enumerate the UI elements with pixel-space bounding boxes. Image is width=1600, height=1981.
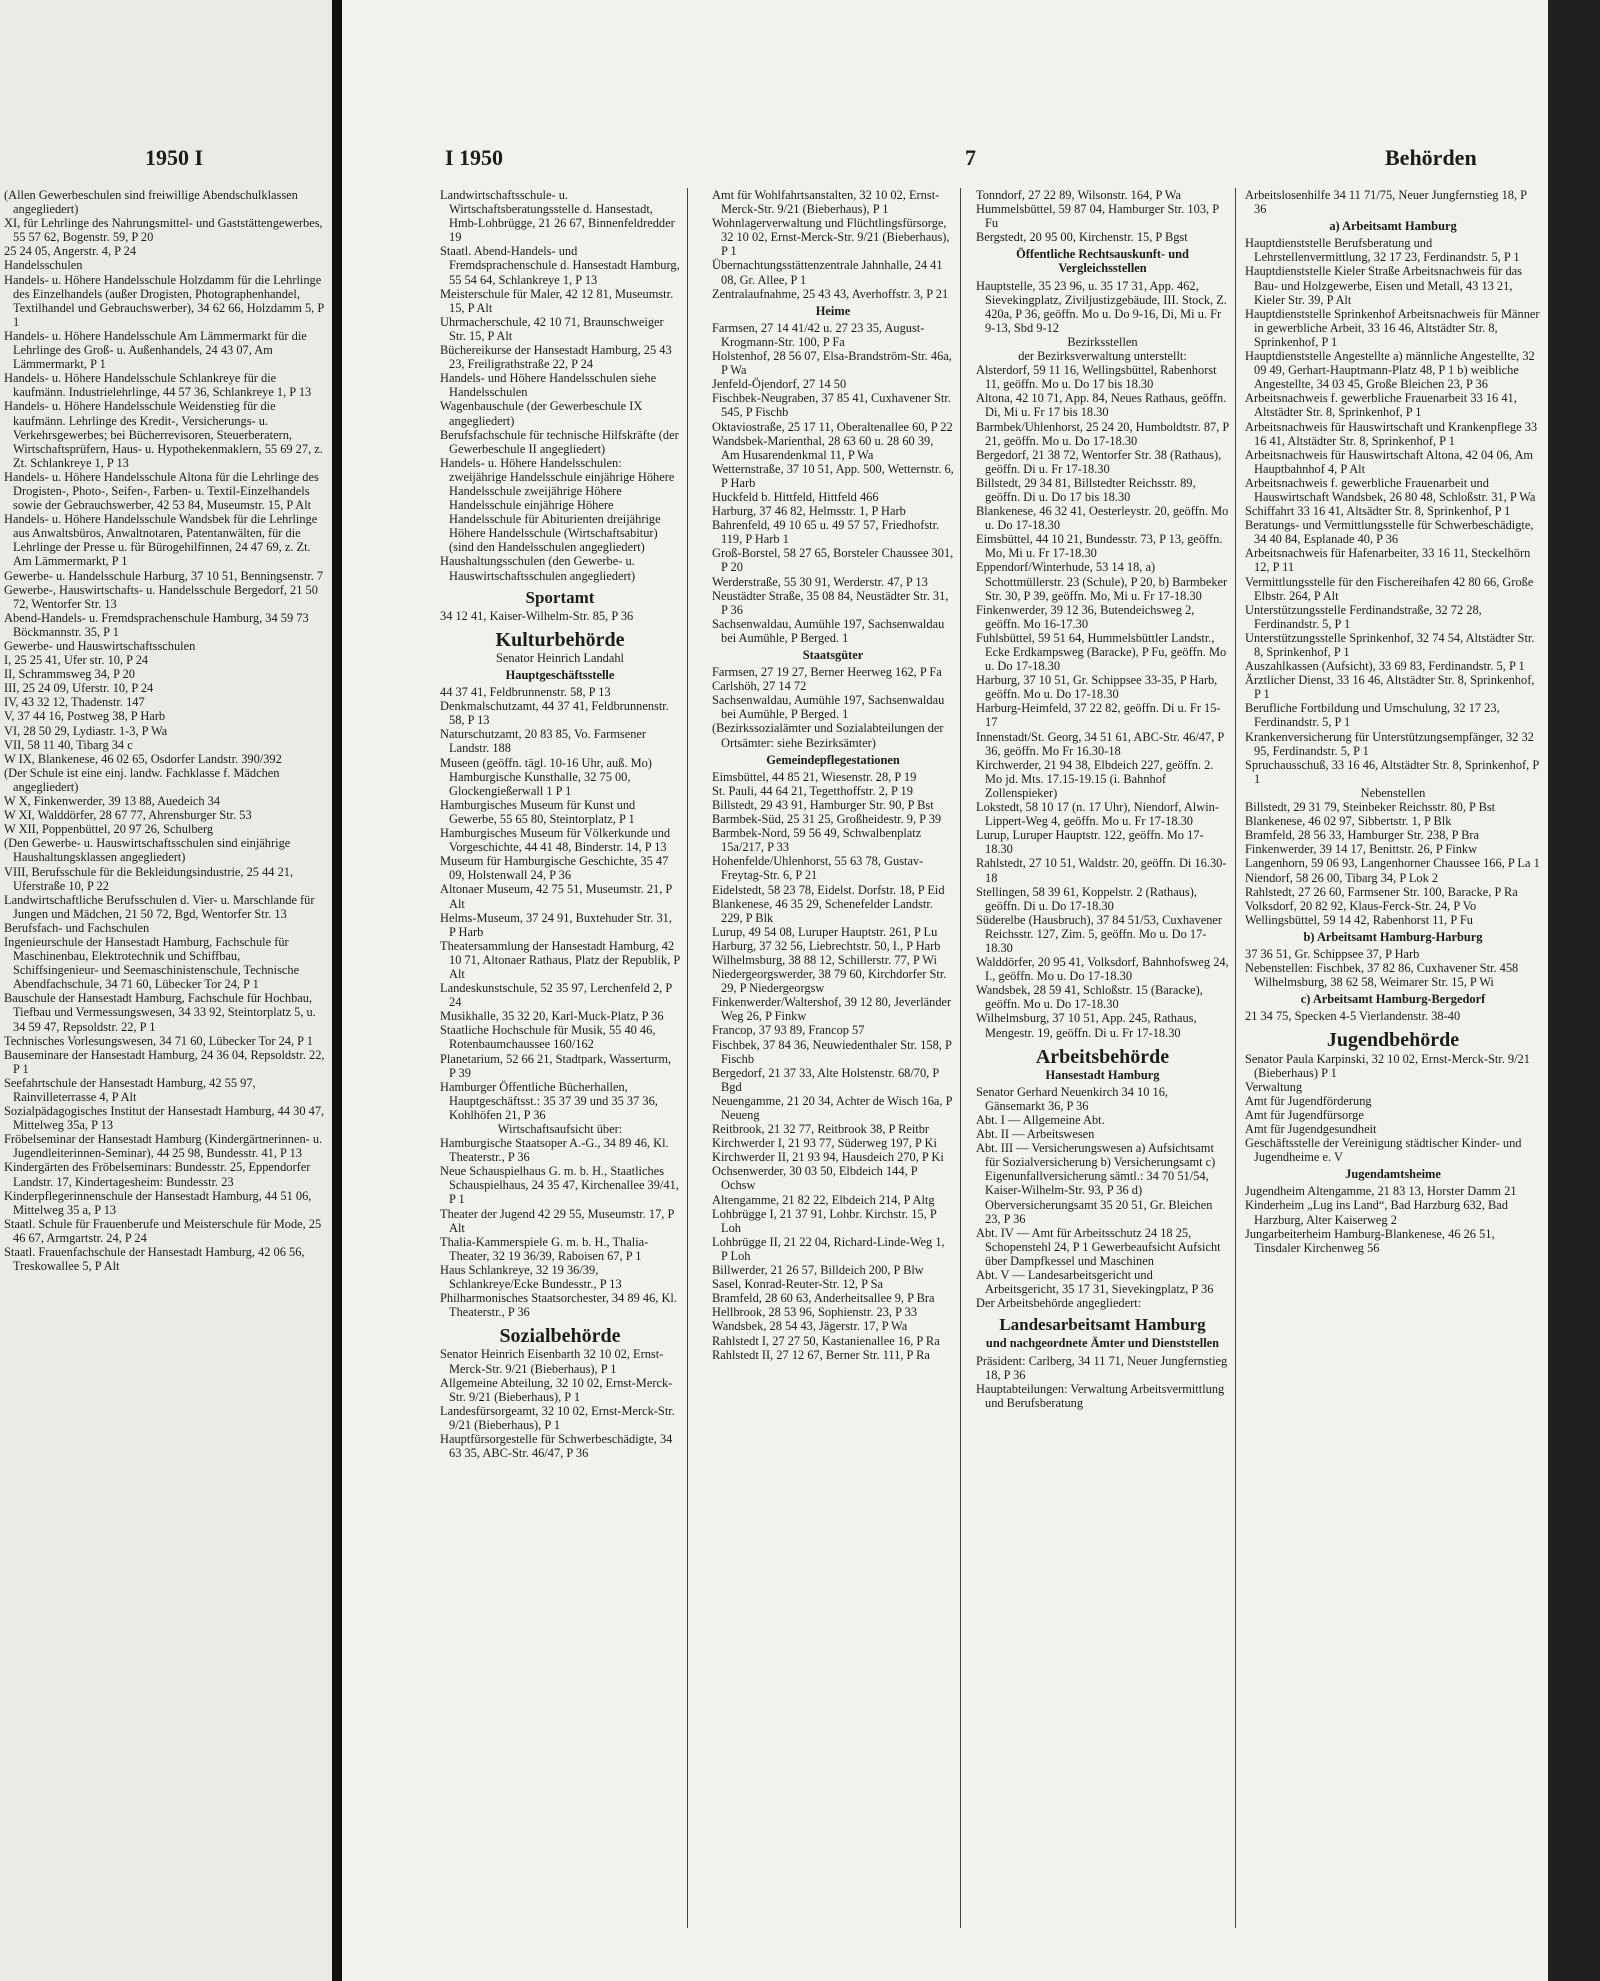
entry: Gewerbe-, Hauswirtschafts- u. Handelsschule Bergedorf, 21 50 72, Wentorfer Str. 13 <box>4 582 318 611</box>
entry: (Den Gewerbe- u. Hauswirtschaftsschulen sind einjährige Haushaltungsklassen angegliedert) <box>4 836 291 865</box>
entry: Museen (geöffn. tägl. 10-16 Uhr, auß. Mo) Hamburgische Kunsthalle, 32 75 00, Glockengießerwall 1 P 1 <box>440 755 652 798</box>
entry: Farmsen, 27 19 27, Berner Heerweg 162, P Fa <box>712 665 942 680</box>
entry: Bergedorf, 21 37 33, Alte Holstenstr. 68/70, P Bgd <box>712 1065 939 1094</box>
entry: Sachsenwaldau, Aumühle 197, Sachsenwaldau bei Aumühle, P Berged. 1 <box>712 693 945 722</box>
entry: Krankenversicherung für Unterstützungsempfänger, 32 32 95, Ferdinandstr. 5, P 1 <box>1245 729 1534 758</box>
entry: Amt für Jugendgesundheit <box>1245 1122 1377 1136</box>
column-left-page <box>4 188 326 1948</box>
section-heading: Landesarbeitsamt Hamburg <box>999 1315 1206 1335</box>
entry: Auszahlkassen (Aufsicht), 33 69 83, Ferdinandstr. 5, P 1 <box>1245 659 1525 674</box>
page-header-year: I 1950 <box>445 145 504 170</box>
entry: (Bezirkssozialämter und Sozialabteilungen der Ortsämter: siehe Bezirksämter) <box>712 721 944 750</box>
entry: Handels- u. Höhere Handelsschule Am Lämmermarkt für die Lehrlinge des Groß- u. Außenhandels, 24 43 07, Am Lämmermarkt, P 1 <box>4 328 307 372</box>
entry: Ärztlicher Dienst, 33 16 46, Altstädter Str. 8, Sprinkenhof, P 1 <box>1245 673 1535 702</box>
entry: Hamburgisches Museum für Kunst und Gewerbe, 55 65 80, Steintorplatz, P 1 <box>440 797 636 826</box>
entry: Wandsbek, 28 54 43, Jägerstr. 17, P Wa <box>712 1319 908 1334</box>
entry: Berufsfach- und Fachschulen <box>4 920 150 935</box>
entry: Francop, 37 93 89, Francop 57 <box>712 1023 865 1038</box>
entry: Kirchwerder I, 21 93 77, Süderweg 197, P Ki <box>712 1136 937 1151</box>
entry: Wandsbek, 28 59 41, Schloßstr. 15 (Baracke), geöffn. Mo u. Do 17-18.30 <box>976 983 1203 1012</box>
page-number: 7 <box>965 145 976 170</box>
entry: Übernachtungsstättenzentrale Jahnhalle, 24 41 08, Gr. Allee, P 1 <box>712 258 943 287</box>
subheading: b) Arbeitsamt Hamburg-Harburg <box>1303 929 1483 944</box>
entry: V, 37 44 16, Postweg 38, P Harb <box>4 709 166 724</box>
entry: Niedergeorgswerder, 38 79 60, Kirchdorfer Str. 29, P Niedergeorgsw <box>712 967 947 996</box>
entry: Technisches Vorlesungswesen, 34 71 60, Lübecker Tor 24, P 1 <box>4 1033 313 1048</box>
entry: (Allen Gewerbeschulen sind freiwillige Abendschulklassen angegliedert) <box>4 188 298 217</box>
entry: Barmbek/Uhlenhorst, 25 24 20, Humboldtstr. 87, P 21, geöffn. Mo u. Do 17-18.30 <box>976 419 1229 448</box>
entry: Lurup, Luruper Hauptstr. 122, geöffn. Mo 17-18.30 <box>976 828 1204 857</box>
entry: Lohbrügge I, 21 37 91, Lohbr. Kirchstr. 15, P Loh <box>712 1206 937 1235</box>
section-title: Behörden <box>1385 145 1477 170</box>
entry: Blankenese, 46 35 29, Schenefelder Landstr. 229, P Blk <box>712 896 933 925</box>
entry: Wellingsbüttel, 59 14 42, Rabenhorst 11, P Fu <box>1245 912 1473 927</box>
entry: Sasel, Konrad-Reuter-Str. 12, P Sa <box>712 1277 884 1292</box>
entry: Senator Heinrich Eisenbarth 32 10 02, Ernst-Merck-Str. 9/21 (Bieberhaus), P 1 <box>440 1347 664 1376</box>
entry: Wilhelmsburg, 38 88 12, Schillerstr. 77, P Wi <box>712 952 937 967</box>
entry: Abt. V — Landesarbeitsgericht und Arbeitsgericht, 35 17 31, Sievekingplatz, P 36 <box>976 1268 1214 1297</box>
entry: Neuengamme, 21 20 34, Achter de Wisch 16a, P Neueng <box>712 1093 953 1122</box>
entry: Innenstadt/St. Georg, 34 51 61, ABC-Str. 46/47, P 36, geöffn. Mo Fr 16.30-18 <box>976 729 1224 758</box>
entry: Abt. IV — Amt für Arbeitsschutz 24 18 25, Schopenstehl 24, P 1 Gewerbeaufsicht Aufsicht über Dampfkessel und Maschinen <box>976 1225 1221 1268</box>
column-3 <box>976 188 1229 1948</box>
entry: Arbeitsnachweis für Hauswirtschaft und Krankenpflege 33 16 41, Altstädter Str. 8, Sprinkenhof, P 1 <box>1245 419 1538 448</box>
book-spine <box>332 0 342 1981</box>
subheading: Staatsgüter <box>802 648 864 662</box>
entry: Handels- u. Höhere Handelsschulen: zweijährige Handelsschule einjährige Höhere Handelsschule zweijährige Höhere Handelsschule einjährige Höhere Handelsschule für Abiturienten dreijährige Höhere Handelsschule (Wirtschaftsabitur) (sind den Handelsschulen angegliedert) <box>440 455 675 555</box>
entry: Niendorf, 58 26 00, Tibarg 34, P Lok 2 <box>1245 870 1439 885</box>
entry: Rahlstedt II, 27 12 67, Berner Str. 111, P Ra <box>712 1347 930 1362</box>
entry: Harburg-Heimfeld, 37 22 82, geöffn. Di u. Fr 15-17 <box>976 701 1221 730</box>
entry: Tonndorf, 27 22 89, Wilsonstr. 164, P Wa <box>976 188 1181 202</box>
subheading: Öffentliche Rechtsauskunft- und Vergleichsstellen <box>1016 247 1189 276</box>
entry: Museum für Hamburgische Geschichte, 35 47 09, Holstenwall 24, P 36 <box>440 854 669 883</box>
entry: Arbeitsnachweis für Hafenarbeiter, 33 16 11, Steckelhörn 12, P 11 <box>1245 546 1531 575</box>
centered-line: Senator Heinrich Landahl <box>496 650 624 665</box>
entry: Bahrenfeld, 49 10 65 u. 49 57 57, Friedhofstr. 119, P Harb 1 <box>712 518 940 547</box>
entry: Eppendorf/Winterhude, 53 14 18, a) Schottmüllerstr. 23 (Schule), P 20, b) Barmbeker Str. 30, P 39, geöffn. Mo, Mi u. Fr 17-18.30 <box>976 560 1228 603</box>
entry: W X, Finkenwerder, 39 13 88, Auedeich 34 <box>4 794 221 809</box>
entry: Schiffahrt 33 16 41, Altsädter Str. 8, Sprinkenhof, P 1 <box>1245 504 1511 519</box>
entry: Gewerbe- u. Handelsschule Harburg, 37 10 51, Benningsenstr. 7 <box>4 568 324 583</box>
entry: 37 36 51, Gr. Schippsee 37, P Harb <box>1245 946 1420 961</box>
entry: Planetarium, 52 66 21, Stadtpark, Wasserturm, P 39 <box>440 1051 672 1080</box>
subheading: a) Arbeitsamt Hamburg <box>1329 219 1457 234</box>
entry: Bauseminare der Hansestadt Hamburg, 24 36 04, Repsoldstr. 22, P 1 <box>4 1047 325 1076</box>
entry: Senator Gerhard Neuenkirch 34 10 16, Gänsemarkt 36, P 36 <box>976 1084 1168 1113</box>
entry: Jugendheim Altengamme, 21 83 13, Horster Damm 21 <box>1245 1184 1517 1199</box>
entry: St. Pauli, 44 64 21, Tegetthoffstr. 2, P 19 <box>712 783 913 798</box>
entry: Hauptdienststelle Berufsberatung und Lehrstellenvermittlung, 32 17 23, Ferdinandstr. 5, P 1 <box>1245 236 1520 265</box>
entry: Nebenstellen: Fischbek, 37 82 86, Cuxhavener Str. 458 Wilhelmsburg, 38 62 58, Weimarer Str. 15, P Wi <box>1245 961 1519 990</box>
entry: Zentralaufnahme, 25 43 43, Averhoffstr. 3, P 21 <box>712 286 949 301</box>
entry: Berufsfachschule für technische Hilfskräfte (der Gewerbeschule II angegliedert) <box>440 427 679 456</box>
entry: Der Arbeitsbehörde angegliedert: <box>976 1296 1142 1311</box>
entry: Fuhlsbüttel, 59 51 64, Hummelsbüttler Landstr., Ecke Erdkampsweg (Baracke), P Fu, geöffn. Mo u. Do 17-18.30 <box>976 630 1227 674</box>
entry: VI, 28 50 29, Lydiastr. 1-3, P Wa <box>4 723 168 738</box>
entry: Sozialpädagogisches Institut der Hansestadt Hamburg, 44 30 47, Mittelweg 35a, P 13 <box>4 1104 325 1133</box>
entry: Hamburgische Staatsoper A.-G., 34 89 46, Kl. Theaterstr., P 36 <box>440 1136 669 1165</box>
entry: Staatl. Frauenfachschule der Hansestadt Hamburg, 42 06 56, Treskowallee 5, P Alt <box>4 1245 305 1274</box>
entry: Finkenwerder/Waltershof, 39 12 80, Jeverländer Weg 26, P Finkw <box>712 995 952 1024</box>
column-rule <box>960 188 961 1928</box>
entry: Handels- u. Höhere Handelsschule Weidenstieg für die kaufmänn. Lehrlinge des Kredit-, Versicherungs- u. Verkehrsgewerbes; bei Bücherrevisoren, Steuerberatern, Wirtschaftsprüfern, Haus- u. Hypothekenmaklern, 55 69 27, z. Zt. Schlankreye 1, P 13 <box>4 399 323 470</box>
entry: Arbeitsnachweis f. gewerbliche Frauenarbeit und Hauswirtschaft Wandsbek, 26 80 48, Schloßstr. 31, P Wa <box>1245 475 1536 504</box>
entry: Groß-Borstel, 58 27 65, Borsteler Chaussee 301, P 20 <box>712 546 954 575</box>
entry: W IX, Blankenese, 46 02 65, Osdorfer Landstr. 390/392 <box>4 751 282 766</box>
entry: Präsident: Carlberg, 34 11 71, Neuer Jungfernstieg 18, P 36 <box>976 1353 1228 1382</box>
entry: Rahlstedt, 27 26 60, Farmsener Str. 100, Baracke, P Ra <box>1245 884 1518 899</box>
entry: Staatliche Hochschule für Musik, 55 40 46, Rotenbaumchaussee 160/162 <box>440 1023 656 1052</box>
entry: Berufliche Fortbildung und Umschulung, 32 17 23, Ferdinandstr. 5, P 1 <box>1245 701 1500 730</box>
entry: Billwerder, 21 26 57, Billdeich 200, P Blw <box>712 1263 924 1278</box>
authority-heading: Arbeitsbehörde <box>1035 1045 1170 1068</box>
entry: Lurup, 49 54 08, Luruper Hauptstr. 261, P Lu <box>712 924 938 939</box>
entry: Arbeitsnachweis f. gewerbliche Frauenarbeit 33 16 41, Altstädter Str. 8, Sprinkenhof, P 1 <box>1245 391 1517 420</box>
entry: Verwaltung <box>1245 1079 1303 1094</box>
entry: Thalia-Kammerspiele G. m. b. H., Thalia-Theater, 32 19 36/39, Raboisen 67, P 1 <box>440 1234 649 1263</box>
entry: Barmbek-Nord, 59 56 49, Schwalbenplatz 15a/217, P 33 <box>712 826 922 855</box>
entry: Abt. III — Versicherungswesen a) Aufsichtsamt für Sozialversicherung b) Versicherungsamt c) Eigenunfallversicherung sämtl.: 34 70 51/54, Kaiser-Wilhelm-Str. 93, P 36 d) Oberversicherungsamt 35 20 51, Gr. Bleichen 23, P 36 <box>976 1141 1216 1226</box>
entry: Billstedt, 29 43 91, Hamburger Str. 90, P Bst <box>712 797 934 812</box>
entry: Fröbelseminar der Hansestadt Hamburg (Kindergärtnerinnen- u. Jugendleiterinnen-Seminar), 44 25 98, Bundesstr. 41, P 13 <box>4 1132 323 1161</box>
entry: Kirchwerder, 21 94 38, Elbdeich 227, geöffn. 2. Mo jd. Mts. 17.15-19.15 (i. Bahnhof Zollenspieker) <box>976 757 1214 800</box>
entry: IV, 43 32 12, Thadenstr. 147 <box>4 695 145 710</box>
entry: Abt. II — Arbeitswesen <box>976 1127 1095 1142</box>
entry: Lohbrügge II, 21 22 04, Richard-Linde-Weg 1, P Loh <box>712 1234 945 1263</box>
entry: Hellbrook, 28 53 96, Sophienstr. 23, P 33 <box>712 1305 918 1320</box>
entry: Handels- und Höhere Handelsschulen siehe Handelsschulen <box>440 371 657 400</box>
entry: Wandsbek-Marienthal, 28 63 60 u. 28 60 39, Am Husarendenkmal 11, P Wa <box>712 433 934 462</box>
entry: Landeskunstschule, 52 35 97, Lerchenfeld 2, P 24 <box>440 981 672 1010</box>
entry: (Der Schule ist eine einj. landw. Fachklasse f. Mädchen angegliedert) <box>4 765 280 794</box>
entry: Hauptdienststelle Kieler Straße Arbeitsnachweis für das Bau- und Holzgewerbe, Eisen und Metall, 43 13 21, Kieler Str. 39, P Alt <box>1245 264 1522 307</box>
entry: VIII, Berufsschule für die Bekleidungsindustrie, 25 44 21, Uferstraße 10, P 22 <box>4 864 294 893</box>
subheading: Hauptgeschäftsstelle <box>505 668 615 682</box>
entry: Walddörfer, 20 95 41, Volksdorf, Bahnhofsweg 24, I., geöffn. Mo u. Do 17-18.30 <box>976 955 1229 984</box>
entry: Stellingen, 58 39 61, Koppelstr. 2 (Rathaus), geöffn. Di u. Do 17-18.30 <box>976 884 1197 913</box>
entry: Rahlstedt I, 27 27 50, Kastanienallee 16, P Ra <box>712 1333 940 1348</box>
entry: Wilhelmsburg, 37 10 51, App. 245, Rathaus, Mengestr. 19, geöffn. Di u. Fr 17-18.30 <box>976 1011 1197 1040</box>
entry: Kindergärten des Fröbelseminars: Bundesstr. 25, Eppendorfer Landstr. 17, Kindertagesheim: Bundesstr. 23 <box>4 1160 311 1189</box>
entry: Hohenfelde/Uhlenhorst, 55 63 78, Gustav-Freytag-Str. 6, P 21 <box>712 854 924 883</box>
entry: Haushaltungsschulen (den Gewerbe- u. Hauswirtschaftsschulen angegliedert) <box>440 554 636 583</box>
entry: Reitbrook, 21 32 77, Reitbrook 38, P Reitbr <box>712 1122 930 1137</box>
entry: Arbeitsnachweis für Hauswirtschaft Altona, 42 04 06, Am Hauptbahnhof 4, P Alt <box>1245 447 1534 476</box>
entry: Harburg, 37 10 51, Gr. Schippsee 33-35, P Harb, geöffn. Mo u. Do 17-18.30 <box>976 673 1218 702</box>
left-page-header: 1950 I <box>145 145 204 170</box>
entry: Bramfeld, 28 56 33, Hamburger Str. 238, P Bra <box>1245 828 1480 843</box>
entry: Fischbek, 37 84 36, Neuwiedenthaler Str. 158, P Fischb <box>712 1037 952 1066</box>
scan-right-edge <box>1548 0 1600 1981</box>
authority-heading: Jugendbehörde <box>1326 1029 1460 1052</box>
entry: Haus Schlankreye, 32 19 36/39, Schlankreye/Ecke Bundesstr., P 13 <box>440 1262 622 1292</box>
entry: W XII, Poppenbüttel, 20 97 26, Schulberg <box>4 822 214 837</box>
column-4 <box>1245 188 1541 1948</box>
entry: Naturschutzamt, 20 83 85, Vo. Farmsener Landstr. 188 <box>440 727 647 756</box>
entry: W XI, Walddörfer, 28 67 77, Ahrensburger Str. 53 <box>4 808 252 823</box>
entry: II, Schrammsweg 34, P 20 <box>4 667 136 682</box>
entry: Hauptabteilungen: Verwaltung Arbeitsvermittlung und Berufsberatung <box>976 1381 1225 1410</box>
entry: Denkmalschutzamt, 44 37 41, Feldbrunnenstr. 58, P 13 <box>440 699 669 728</box>
entry: Helms-Museum, 37 24 91, Buxtehuder Str. 31, P Harb <box>440 910 672 939</box>
entry: Abend-Handels- u. Fremdsprachenschule Hamburg, 34 59 73 Böckmannstr. 35, P 1 <box>4 610 309 639</box>
entry: Eimsbüttel, 44 10 21, Bundesstr. 73, P 13, geöffn. Mo, Mi u. Fr 17-18.30 <box>976 532 1223 561</box>
entry: Huckfeld b. Hittfeld, Hittfeld 466 <box>712 489 879 504</box>
entry: Geschäftsstelle der Vereinigung städtischer Kinder- und Jugendheime e. V <box>1245 1136 1522 1165</box>
entry: Amt für Jugendfürsorge <box>1245 1107 1364 1122</box>
entry: Langenhorn, 59 06 93, Langenhorner Chaussee 166, P La 1 <box>1245 856 1540 871</box>
entry: Handels- u. Höhere Handelsschule Holzdamm für die Lehrlinge des Einzelhandels (außer Drogisten, Photographenhandel, Textilhandel und Gebrauchswerber), 34 62 66, Holzdamm 5, P 1 <box>4 272 324 329</box>
entry: Handels- u. Höhere Handelsschule Schlankreye für die kaufmänn. Industrielehrlinge, 44 57 36, Schlankreye 1, P 13 <box>4 371 312 400</box>
entry: Landwirtschaftliche Berufsschulen d. Vier- u. Marschlande für Jungen und Mädchen, 21 50 72, Bgd, Wentorfer Str. 13 <box>4 892 315 921</box>
entry: Unterstützungsstelle Ferdinandstraße, 32 72 28, Ferdinandstr. 5, P 1 <box>1245 602 1482 631</box>
entry: Staatl. Schule für Frauenberufe und Meisterschule für Mode, 25 46 67, Armgartstr. 24, P 24 <box>4 1216 322 1245</box>
column-rule <box>687 188 688 1928</box>
entry: Finkenwerder, 39 12 36, Butendeichsweg 2, geöffn. Mo 16-17.30 <box>976 602 1195 631</box>
entry: Unterstützungsstelle Sprinkenhof, 32 74 54, Altstädter Str. 8, Sprinkenhof, P 1 <box>1245 630 1535 659</box>
column-1 <box>440 188 680 1948</box>
entry: VII, 58 11 40, Tibarg 34 c <box>4 737 133 752</box>
entry: 25 24 05, Angerstr. 4, P 24 <box>4 244 137 259</box>
entry: Gewerbe- und Hauswirtschaftsschulen <box>4 639 196 653</box>
entry: Holstenhof, 28 56 07, Elsa-Brandström-Str. 46a, P Wa <box>712 349 952 378</box>
entry: Uhrmacherschule, 42 10 71, Braunschweiger Str. 15, P Alt <box>440 314 664 343</box>
subheading: c) Arbeitsamt Hamburg-Bergedorf <box>1300 992 1486 1007</box>
entry: Handels- u. Höhere Handelsschule Wandsbek für die Lehrlinge aus Anwaltsbüros, Anwaltnotaren, Patentanwälten, für die Lehrlinge der Presse u. für Bürogehilfinnen, 24 47 69, z. Zt. Am Lämmermarkt, P 1 <box>4 512 318 569</box>
entry: Barmbek-Süd, 25 31 25, Großheidestr. 9, P 39 <box>712 812 942 827</box>
entry: Theatersammlung der Hansestadt Hamburg, 42 10 71, Altonaer Rathaus, Platz der Republik, P Alt <box>440 938 680 981</box>
entry: Eidelstedt, 58 23 78, Eidelst. Dorfstr. 18, P Eid <box>712 882 945 897</box>
entry: Hamburgisches Museum für Völkerkunde und Vorgeschichte, 44 41 48, Binderstr. 14, P 13 <box>440 826 671 855</box>
centered-line: der Bezirksverwaltung unterstellt: <box>1018 349 1187 364</box>
entry: Wohnlagerverwaltung und Flüchtlingsfürsorge, 32 10 02, Ernst-Merck-Str. 9/21 (Bieberhaus), P 1 <box>712 216 950 259</box>
entry: 21 34 75, Specken 4-5 Vierlandenstr. 38-40 <box>1245 1009 1461 1024</box>
centered-line: Wirtschaftsaufsicht über: <box>497 1122 623 1136</box>
entry: Finkenwerder, 39 14 17, Benittstr. 26, P Finkw <box>1245 842 1478 857</box>
entry: Hauptfürsorgestelle für Schwerbeschädigte, 34 63 35, ABC-Str. 46/47, P 36 <box>440 1431 673 1461</box>
entry: Blankenese, 46 02 97, Sibbertstr. 1, P Blk <box>1245 814 1452 829</box>
entry: III, 25 24 09, Uferstr. 10, P 24 <box>4 681 154 696</box>
entry: Wetternstraße, 37 10 51, App. 500, Wetternstr. 6, P Harb <box>712 461 954 490</box>
entry: Fischbek-Neugraben, 37 85 41, Cuxhavener Str. 545, P Fischb <box>712 391 951 420</box>
entry: Harburg, 37 46 82, Helmsstr. 1, P Harb <box>712 504 906 519</box>
column-2 <box>712 188 954 1948</box>
entry: Bauschule der Hansestadt Hamburg, Fachschule für Hochbau, Tiefbau und Vermessungswesen, 34 33 92, Steintorplatz 5, u. 34 59 47, Repsoldstr. 22, P 1 <box>4 991 316 1034</box>
entry: Hauptdienststelle Angestellte a) männliche Angestellte, 32 09 49, Gerhart-Hauptmann-Platz 48, P 1 b) weibliche Angestellte, 34 03 45, Große Bleichen 23, P 36 <box>1245 349 1535 392</box>
subheading: und nachgeordnete Ämter und Dienststellen <box>985 1336 1220 1351</box>
authority-heading: Sozialbehörde <box>499 1325 621 1348</box>
entry: Hummelsbüttel, 59 87 04, Hamburger Str. 103, P Fu <box>976 202 1219 231</box>
entry: Jenfeld-Öjendorf, 27 14 50 <box>712 377 847 392</box>
entry: Seefahrtschule der Hansestadt Hamburg, 42 55 97, Rainvilleterrasse 4, P Alt <box>4 1075 256 1104</box>
entry: Ingenieurschule der Hansestadt Hamburg, Fachschule für Maschinenbau, Elektrotechnik und Schiffbau, Schiffsingenieur- und Seemaschinistenschule, Technische Abendfachschule, 34 71 60, Lübecker Tor 24, P 1 <box>4 934 300 992</box>
entry: Farmsen, 27 14 41/42 u. 27 23 35, August-Krogmann-Str. 100, P Fa <box>712 320 925 349</box>
subheading: Heime <box>815 303 851 318</box>
entry: Hauptdienststelle Sprinkenhof Arbeitsnachweis für Männer in gewerbliche Arbeit, 33 16 46, Altstädter Str. 8, Sprinkenhof, P 1 <box>1245 306 1540 349</box>
entry: Neue Schauspielhaus G. m. b. H., Staatliches Schauspielhaus, 24 35 47, Kirchenallee 39/41, P 1 <box>440 1164 679 1207</box>
entry: Senator Paula Karpinski, 32 10 02, Ernst-Merck-Str. 9/21 (Bieberhaus) P 1 <box>1245 1051 1530 1080</box>
entry: Carlshöh, 27 14 72 <box>712 679 807 694</box>
entry: Beratungs- und Vermittlungsstelle für Schwerbeschädigte, 34 40 84, Esplanade 40, P 36 <box>1245 518 1534 547</box>
subheading: Hansestadt Hamburg <box>1045 1067 1160 1082</box>
entry: Vermittlungsstelle für den Fischereihafen 42 80 66, Große Elbstr. 264, P Alt <box>1245 574 1534 603</box>
entry: 34 12 41, Kaiser-Wilhelm-Str. 85, P 36 <box>440 608 634 623</box>
entry: Landesfürsorgeamt, 32 10 02, Ernst-Merck-Str. 9/21 (Bieberhaus), P 1 <box>440 1403 675 1432</box>
entry: Hamburger Öffentliche Bücherhallen, Hauptgeschäftsst.: 35 37 39 und 35 37 36, Kohlhöfen 21, P 36 <box>440 1079 658 1122</box>
entry: Ochsenwerder, 30 03 50, Elbdeich 144, P Ochsw <box>712 1164 918 1193</box>
entry: 44 37 41, Feldbrunnenstr. 58, P 13 <box>440 685 611 700</box>
entry: Kirchwerder II, 21 93 94, Hausdeich 270, P Ki <box>712 1150 944 1165</box>
entry: Billstedt, 29 34 81, Billstedter Reichsstr. 89, geöffn. Di u. Do 17 bis 18.30 <box>976 475 1196 504</box>
entry: Bergedorf, 21 38 72, Wentorfer Str. 38 (Rathaus), geöffn. Di u. Fr 17-18.30 <box>976 447 1222 476</box>
entry: Büchereikurse der Hansestadt Hamburg, 25 43 23, Freiligrathstraße 22, P 24 <box>440 343 672 372</box>
entry: Süderelbe (Hausbruch), 37 84 51/53, Cuxhavener Reichsstr. 127, Zim. 5, geöffn. Mo u. Do 17-18.30 <box>976 912 1223 955</box>
column-rule <box>1235 188 1236 1928</box>
entry: Kinderheim „Lug ins Land“, Bad Harzburg 632, Bad Harzburg, Alter Kaiserweg 2 <box>1245 1198 1509 1227</box>
entry: Arbeitslosenhilfe 34 11 71/75, Neuer Jungfernstieg 18, P 36 <box>1245 188 1527 217</box>
entry: Meisterschule für Maler, 42 12 81, Museumstr. 15, P Alt <box>440 286 674 315</box>
entry: Rahlstedt, 27 10 51, Waldstr. 20, geöffn. Di 16.30-18 <box>976 856 1227 885</box>
entry: Landwirtschaftsschule- u. Wirtschaftsberatungsstelle d. Hansestadt, Hmb-Lohbrügge, 21 26 67, Binnenfeldredder 19 <box>440 188 675 245</box>
entry: Wagenbauschule (der Gewerbeschule IX angegliedert) <box>440 399 643 428</box>
authority-heading: Kulturbehörde <box>495 628 625 651</box>
centered-line: Bezirksstellen <box>1067 334 1138 349</box>
entry: Kinderpflegerinnenschule der Hansestadt Hamburg, 44 51 06, Mittelweg 35 a, P 13 <box>4 1188 312 1217</box>
entry: Theater der Jugend 42 29 55, Museumstr. 17, P Alt <box>440 1206 674 1235</box>
entry: Abt. I — Allgemeine Abt. <box>976 1113 1105 1127</box>
entry: Philharmonisches Staatsorchester, 34 89 46, Kl. Theaterstr., P 36 <box>440 1291 677 1320</box>
entry: Amt für Wohlfahrtsanstalten, 32 10 02, Ernst-Merck-Str. 9/21 (Bieberhaus), P 1 <box>712 188 940 217</box>
entry: Jungarbeiterheim Hamburg-Blankenese, 46 26 51, Tinsdaler Kirchenweg 56 <box>1245 1226 1495 1255</box>
subheading: Jugendamtsheime <box>1345 1167 1441 1182</box>
entry: Werderstraße, 55 30 91, Werderstr. 47, P 13 <box>712 574 928 589</box>
subheading: Gemeindepflegestationen <box>766 752 900 767</box>
entry: Handels- u. Höhere Handelsschule Altona für die Lehrlinge des Drogisten-, Photo-, Seifen-, Farben- u. Textil-Einzelhandels sowie der Gebrauchswerber, 42 53 84, Museumstr. 15, P Alt <box>4 469 319 513</box>
entry: Altonaer Museum, 42 75 51, Museumstr. 21, P Alt <box>440 882 672 911</box>
entry: Lokstedt, 58 10 17 (n. 17 Uhr), Niendorf, Alwin-Lippert-Weg 4, geöffn. Mo u. Fr 17-18.30 <box>976 800 1219 829</box>
entry: Alsterdorf, 59 11 16, Wellingsbüttel, Rabenhorst 11, geöffn. Mo u. Do 17 bis 18.30 <box>976 363 1217 392</box>
entry: Billstedt, 29 31 79, Steinbeker Reichsstr. 80, P Bst <box>1245 800 1496 815</box>
entry: Eimsbüttel, 44 85 21, Wiesenstr. 28, P 19 <box>712 769 917 784</box>
entry: Bramfeld, 28 60 63, Anderheitsallee 9, P Bra <box>712 1291 935 1306</box>
entry: Sachsenwaldau, Aumühle 197, Sachsenwaldau bei Aumühle, P Berged. 1 <box>712 616 945 645</box>
entry: Harburg, 37 32 56, Liebrechtstr. 50, I., P Harb <box>712 938 941 953</box>
entry: Neustädter Straße, 35 08 84, Neustädter Str. 31, P 36 <box>712 588 949 617</box>
entry: Hauptstelle, 35 23 96, u. 35 17 31, App. 462, Sievekingplatz, Ziviljustizgebäude, III. Stock, Z. 420a, P 36, geöffn. Mo u. Do 9-16, Di, Mi u. Fr 9-13, Sbd 9-12 <box>976 278 1227 335</box>
entry: Allgemeine Abteilung, 32 10 02, Ernst-Merck-Str. 9/21 (Bieberhaus), P 1 <box>440 1375 673 1404</box>
entry: I, 25 25 41, Ufer str. 10, P 24 <box>4 653 149 668</box>
entry: Volksdorf, 20 82 92, Klaus-Ferck-Str. 24, P Vo <box>1245 898 1477 913</box>
entry: XI, für Lehrlinge des Nahrungsmittel- und Gaststättengewerbes, 55 57 62, Bogenstr. 59, P 20 <box>4 216 323 245</box>
entry: Altengamme, 21 82 22, Elbdeich 214, P Altg <box>712 1192 935 1207</box>
entry: Staatl. Abend-Handels- und Fremdsprachenschule d. Hansestadt Hamburg, 55 54 64, Schlankreye 1, P 13 <box>440 244 680 287</box>
entry: Musikhalle, 35 32 20, Karl-Muck-Platz, P 36 <box>440 1009 664 1024</box>
entry: Handelsschulen <box>4 258 83 273</box>
section-heading: Sportamt <box>525 587 595 607</box>
entry: Spruchausschuß, 33 16 46, Altstädter Str. 8, Sprinkenhof, P 1 <box>1245 757 1539 786</box>
entry: Blankenese, 46 32 41, Oesterleystr. 20, geöffn. Mo u. Do 17-18.30 <box>976 504 1229 533</box>
entry: Amt für Jugendförderung <box>1245 1093 1372 1108</box>
entry: Bergstedt, 20 95 00, Kirchenstr. 15, P Bgst <box>976 230 1188 245</box>
centered-line: Nebenstellen <box>1360 785 1426 800</box>
entry: Oktaviostraße, 25 17 11, Oberaltenallee 60, P 22 <box>712 419 953 434</box>
entry: Altona, 42 10 71, App. 84, Neues Rathaus, geöffn. Di, Mi u. Fr 17 bis 18.30 <box>976 391 1227 420</box>
